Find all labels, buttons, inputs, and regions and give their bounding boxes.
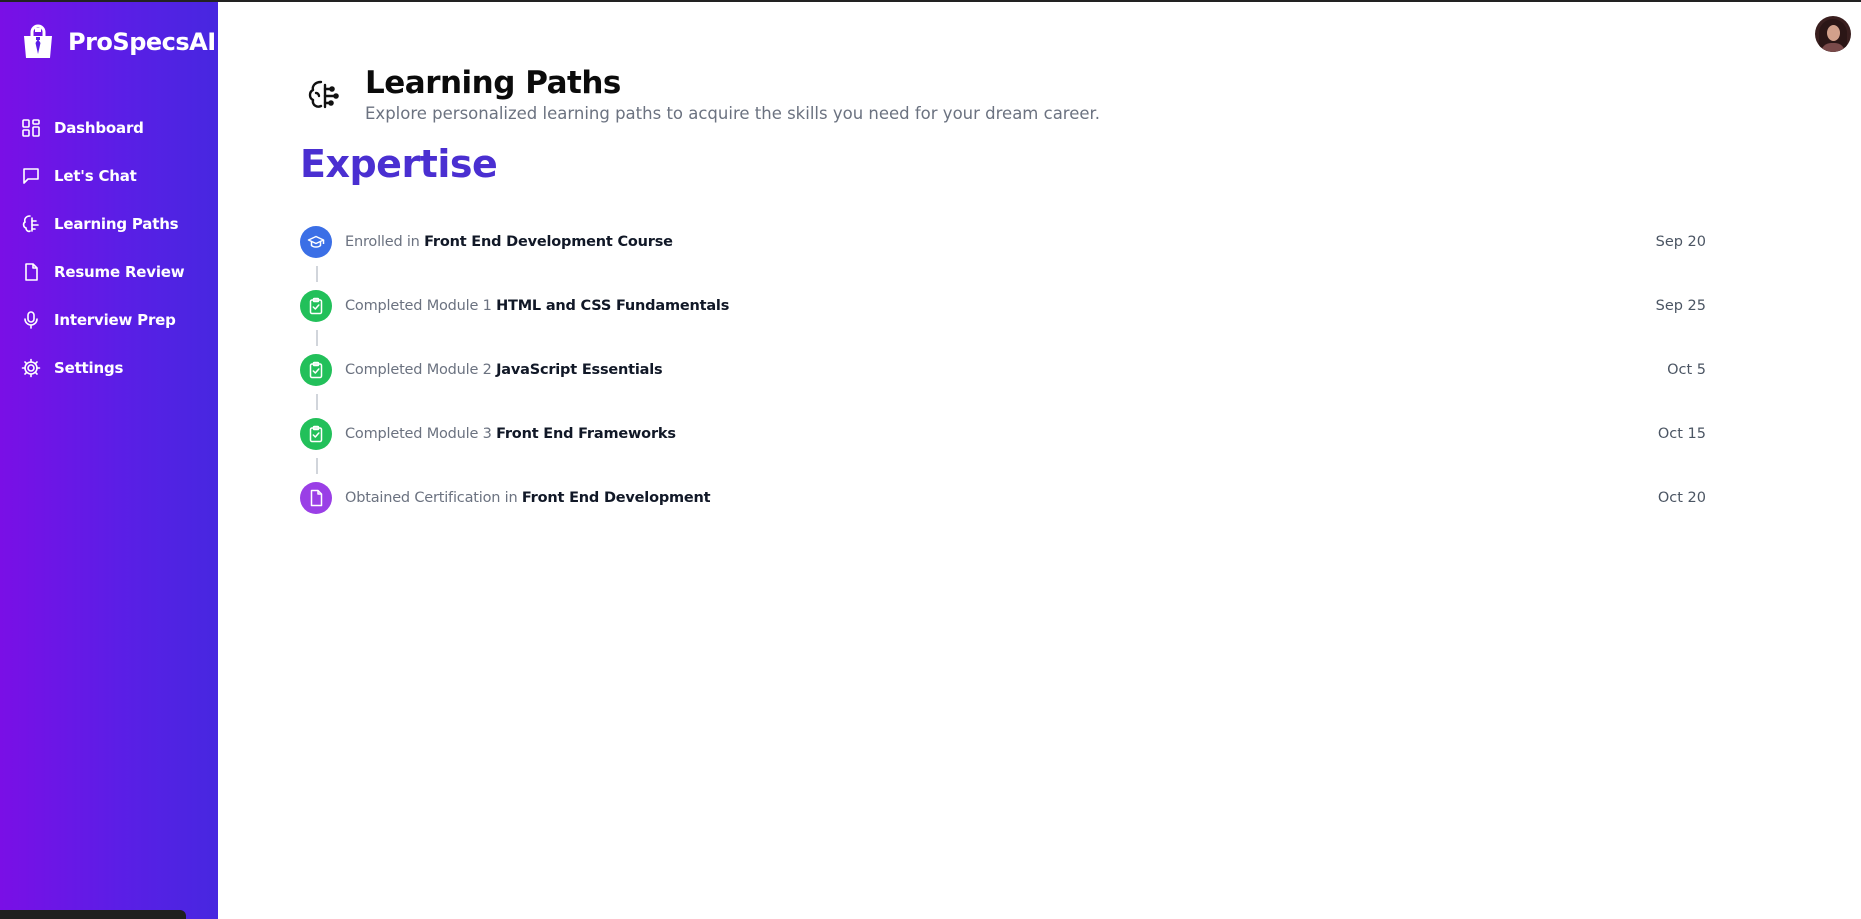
timeline-text	[345, 362, 662, 378]
timeline-prefix: Obtained Certification in	[345, 490, 518, 506]
timeline-item	[300, 354, 1706, 418]
sidebar-item-learning-paths[interactable]	[0, 200, 218, 248]
status-tooltip	[0, 910, 186, 919]
timeline-item	[300, 226, 1706, 290]
timeline-date: Oct 15	[1657, 426, 1706, 442]
clipboard-check-icon	[300, 290, 332, 322]
gear-icon	[21, 358, 41, 378]
sidebar-item-lets-chat[interactable]	[0, 152, 218, 200]
document-icon	[300, 482, 332, 514]
timeline-prefix: Completed Module 2	[345, 362, 492, 378]
section-title: Expertise	[300, 142, 498, 186]
timeline-highlight: Front End Frameworks	[496, 426, 676, 442]
clipboard-check-icon	[300, 354, 332, 386]
brain-icon	[306, 78, 340, 112]
sidebar-item-label: Let's Chat	[54, 167, 137, 185]
timeline-connector	[316, 394, 318, 410]
microphone-icon	[21, 310, 41, 330]
clipboard-check-icon	[300, 418, 332, 450]
chat-icon	[21, 166, 41, 186]
sidebar-item-settings[interactable]	[0, 344, 218, 392]
timeline-date: Oct 5	[1667, 362, 1706, 378]
brand[interactable]	[20, 24, 216, 60]
timeline	[300, 226, 1706, 546]
sidebar-item-label: Settings	[54, 359, 124, 377]
timeline-item	[300, 418, 1706, 482]
timeline-highlight: HTML and CSS Fundamentals	[496, 298, 730, 314]
timeline-connector	[316, 330, 318, 346]
sidebar-item-label: Dashboard	[54, 119, 144, 137]
graduation-cap-icon	[300, 226, 332, 258]
sidebar	[0, 0, 218, 919]
sidebar-item-label: Interview Prep	[54, 311, 176, 329]
timeline-item	[300, 290, 1706, 354]
timeline-connector	[316, 458, 318, 474]
window-top-border	[0, 0, 1861, 2]
timeline-highlight: Front End Development	[521, 490, 711, 506]
timeline-prefix: Completed Module 3	[345, 426, 492, 442]
sidebar-item-dashboard[interactable]	[0, 104, 218, 152]
timeline-date: Sep 20	[1655, 234, 1706, 250]
timeline-text	[345, 426, 676, 442]
sidebar-item-resume-review[interactable]	[0, 248, 218, 296]
timeline-highlight: Front End Development Course	[424, 234, 673, 250]
page-title: Learning Paths	[365, 65, 621, 101]
sidebar-item-interview-prep[interactable]	[0, 296, 218, 344]
shopping-bag-logo-icon	[20, 24, 56, 60]
document-icon	[21, 262, 41, 282]
page-subtitle: Explore personalized learning paths to acquire the skills you need for your dream career.	[365, 104, 1101, 123]
dashboard-icon	[21, 118, 41, 138]
timeline-connector	[316, 266, 318, 282]
timeline-text	[345, 298, 729, 314]
timeline-item	[300, 482, 1706, 546]
timeline-text	[345, 234, 673, 250]
brand-name: ProSpecsAI	[68, 28, 216, 56]
user-avatar[interactable]	[1815, 16, 1851, 52]
timeline-text	[345, 490, 710, 506]
brain-icon	[21, 214, 41, 234]
sidebar-nav	[0, 104, 218, 392]
timeline-highlight: JavaScript Essentials	[496, 362, 663, 378]
timeline-prefix: Completed Module 1	[345, 298, 492, 314]
sidebar-item-label: Learning Paths	[54, 215, 179, 233]
timeline-date: Sep 25	[1655, 298, 1706, 314]
sidebar-item-label: Resume Review	[54, 263, 185, 281]
timeline-date: Oct 20	[1657, 490, 1706, 506]
timeline-prefix: Enrolled in	[345, 234, 420, 250]
